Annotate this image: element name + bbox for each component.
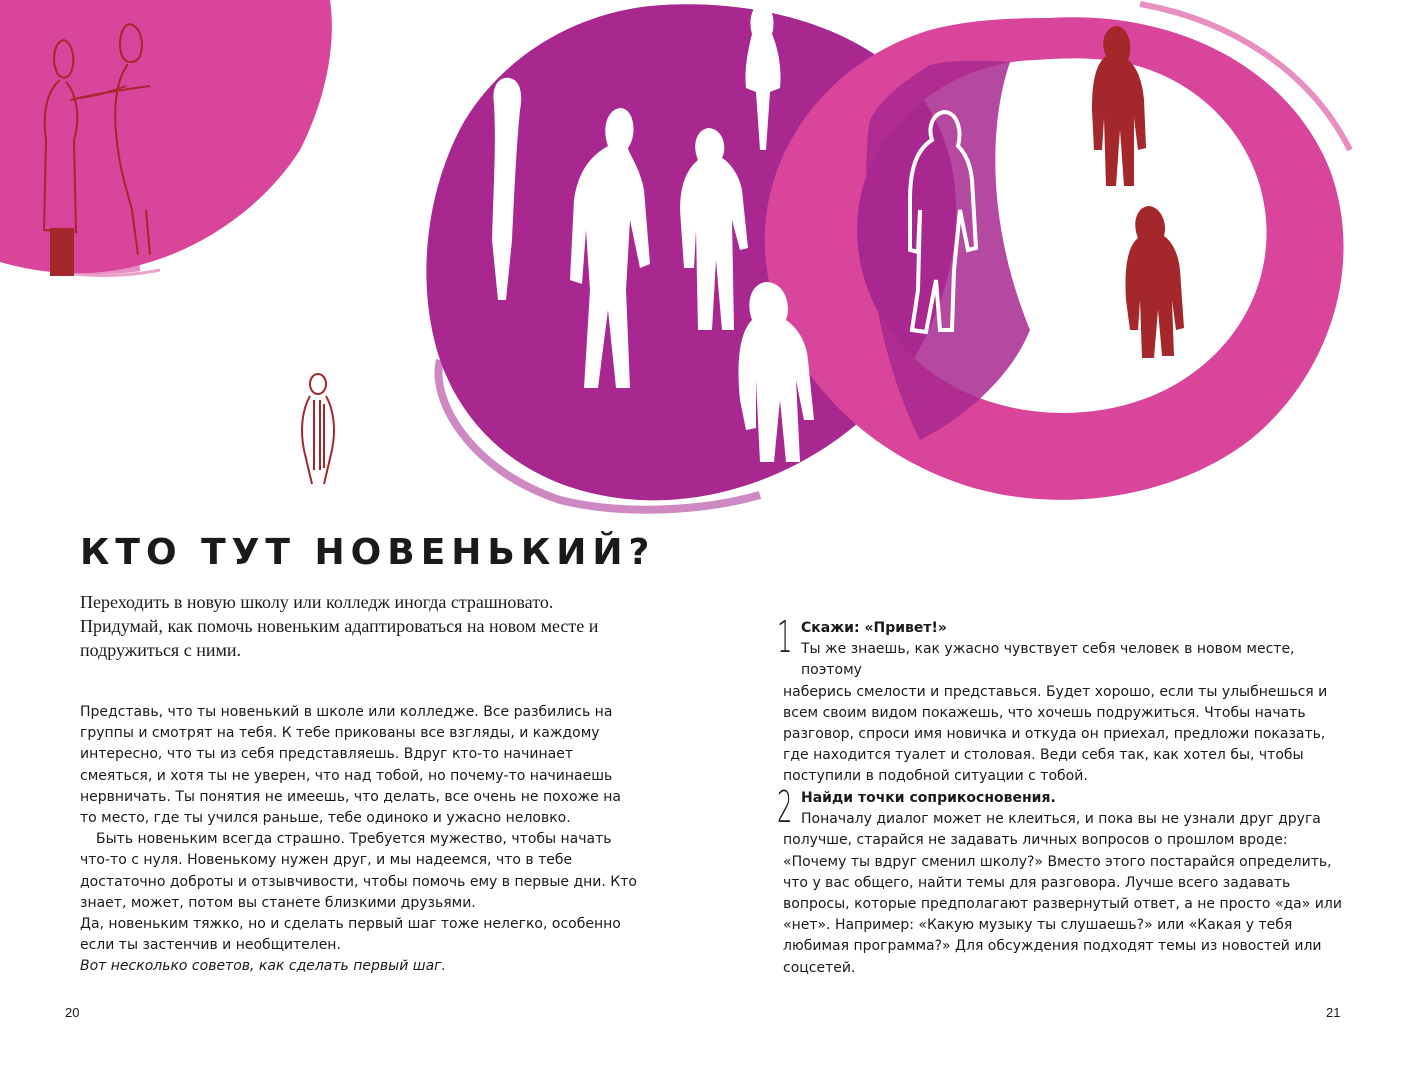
body-text (80, 702, 640, 978)
page-number-right: 21 (1326, 1005, 1341, 1020)
tip-1-first-line: Ты же знаешь, как ужасно чувствует себя человек в новом месте, поэтому (801, 641, 1295, 679)
tip-1-heading: Скажи: «Привет!» (801, 620, 947, 636)
couple-feet (50, 228, 74, 276)
illustration (0, 0, 1406, 520)
body-paragraph-2: Быть новеньким всегда страшно. Требуется мужество, чтобы начать что-то с нуля. Новенькому нужен друг, и мы надеемся, что в тебе достаточно доброты и отзывчивости, чтобы помочь ему в первые дни. Кто знает, может, потом вы станете близкими друзьями. (80, 831, 637, 911)
page-number-left: 20 (65, 1005, 80, 1020)
tip-2-first-line: Поначалу диалог может не клеиться, и пока вы не узнали друг друга (801, 811, 1321, 828)
page-title: КТО ТУТ НОВЕНЬКИЙ? (80, 532, 656, 573)
tip-1-text: наберись смелости и представься. Будет хорошо, если ты улыбнешься и всем своим видом покажешь, что хочешь подружиться. Чтобы начать разговор, спроси имя новичка и откуда он приехал, предложи показать, где находится туалет и столовая. Веди себя так, как хотел бы, чтобы поступили в подобной ситуации с тобой. (783, 683, 1328, 785)
intro-paragraph: Переходить в новую школу или колледж иногда страшновато. Придумай, как помочь новеньким адаптироваться на новом месте и подружиться с ними. (80, 592, 599, 660)
tip-2 (777, 782, 1353, 979)
tip-2-number: 2 (777, 782, 793, 833)
body-paragraph-1: Представь, что ты новенький в школе или колледже. Все разбились на группы и смотрят на тебя. К тебе прикованы все взгляды, и каждому интересно, что ты из себя представляешь. Вдруг кто-то начинает смеяться, и хотя ты не уверен, что над тобой, но почему-то начинаешь нервничать. Ты понятия не имеешь, что делать, все очень не похоже на то место, где ты учился раньше, тебе одиноко и ужасно неловко. (80, 704, 621, 827)
magenta-brush-circle-left (0, 0, 332, 276)
body-paragraph-4: Вот несколько советов, как сделать первый шаг. (80, 958, 446, 975)
body-paragraph-3: Да, новеньким тяжко, но и сделать первый шаг тоже нелегко, особенно если ты застенчив и необщителен. (80, 916, 621, 954)
tip-1 (777, 612, 1353, 788)
tip-2-heading: Найди точки соприкосновения. (801, 790, 1056, 806)
tip-2-text: получше, старайся не задавать личных вопросов о прошлом вроде: «Почему ты вдруг сменил школу?» Вместо этого постарайся определить, что у вас общего, найти темы для разговора. Лучше всего задавать вопросы, которые предполагают развернутый ответ, а не просто «да» или «нет». Например: «Какую музыку ты слушаешь?» или «Какая у тебя любимая программа?» Для обсуждения подходят темы из новостей или соцсетей. (783, 832, 1342, 976)
small-red-figure (302, 374, 334, 484)
tip-1-number: 1 (777, 612, 793, 663)
